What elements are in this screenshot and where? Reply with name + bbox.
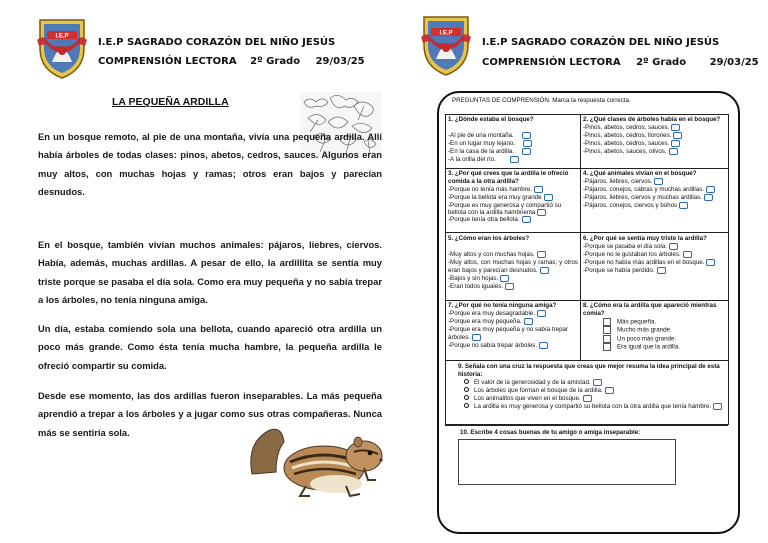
answer-option[interactable]: -Porque no sabía trepar árboles. — [448, 342, 578, 350]
answer-option[interactable]: -A la orilla del río. — [448, 156, 576, 164]
answer-checkbox[interactable] — [671, 124, 680, 131]
question-10: 10. Escribe 4 cosas buenas de tu amigo o amiga inseparable: — [460, 429, 641, 436]
question-text: 1. ¿Dónde estaba el bosque? — [448, 116, 534, 123]
date: 29/03/25 — [315, 56, 365, 67]
question-2 — [583, 116, 723, 156]
answer-checkbox[interactable] — [544, 194, 553, 201]
answer-option[interactable]: -Porque era muy pequeña. — [448, 318, 578, 326]
answer-option[interactable]: Un poco más grande. — [583, 335, 723, 344]
answer-checkbox[interactable] — [537, 209, 546, 216]
answer-option[interactable]: -Porque no había más ardillas en el bosque. — [583, 259, 723, 267]
grid-divider — [580, 114, 581, 361]
course-name: COMPRENSIÓN LECTORA — [482, 57, 621, 68]
answer-checkbox[interactable] — [603, 318, 611, 326]
question-text: 3. ¿Por qué crees que la ardilla le ofreció comida a la otra ardilla? — [448, 170, 569, 185]
grid-divider — [445, 168, 728, 169]
answer-checkbox[interactable] — [603, 326, 611, 334]
answer-option[interactable]: -Porque no le gustaban los árboles. — [583, 251, 723, 259]
answer-checkbox[interactable] — [669, 148, 678, 155]
answer-option[interactable]: -Porque era muy desagradable. — [448, 310, 578, 318]
answer-checkbox[interactable] — [540, 267, 549, 274]
answer-option[interactable]: -Porque no tenía más hambre. — [448, 186, 578, 194]
bullet-icon — [464, 395, 469, 400]
answer-option[interactable]: -Pájaros, conejos, cabras y muchas ardillas. — [583, 186, 723, 194]
answer-checkbox[interactable] — [713, 403, 722, 410]
story-paragraph: Desde ese momento, las dos ardillas fueron inseparables. La más pequeña aprendió a trepar a los árboles y a jugar como sus otras compañeras. Nunca más se sentiría sola. — [38, 390, 382, 438]
course-line — [482, 57, 759, 68]
question-4 — [583, 170, 723, 210]
answer-text-area[interactable] — [458, 439, 676, 485]
answer-checkbox[interactable] — [539, 342, 548, 349]
answer-checkbox[interactable] — [524, 318, 533, 325]
question-1 — [448, 116, 576, 164]
answer-checkbox[interactable] — [505, 283, 514, 290]
answer-checkbox[interactable] — [523, 140, 532, 147]
course-line — [98, 56, 365, 67]
answer-checkbox[interactable] — [522, 148, 531, 155]
story-title: LA PEQUEÑA ARDILLA — [112, 96, 229, 108]
answer-option[interactable]: -Porque es muy generosa y compartió su bellota con la ardilla hambrienta — [448, 201, 562, 217]
question-text: 7. ¿Por qué no tenía ninguna amiga? — [448, 302, 557, 309]
question-text: 2. ¿Qué clases de árboles había en el bosque? — [583, 116, 721, 123]
answer-option[interactable]: -Muy altos, con muchas hojas y ramas; y otros eran bajos y parecían desnudos. — [448, 258, 578, 274]
question-3 — [448, 170, 578, 224]
answer-checkbox[interactable] — [683, 251, 692, 258]
answer-checkbox[interactable] — [603, 343, 611, 351]
school-crest-icon — [36, 18, 88, 80]
answer-option[interactable]: -Porque la bellota era muy grande — [448, 194, 578, 202]
answer-checkbox[interactable] — [706, 259, 715, 266]
answer-option[interactable]: -Eran todos iguales. — [448, 283, 578, 291]
answer-checkbox[interactable] — [679, 202, 688, 209]
answer-checkbox[interactable] — [522, 132, 531, 139]
question-text: 5. ¿Cómo eran los árboles? — [448, 235, 530, 242]
answer-option[interactable]: -Pinos, abetos, sauces, olivos. — [583, 148, 723, 156]
course-name: COMPRENSIÓN LECTORA — [98, 56, 237, 67]
chipmunk-image — [246, 422, 392, 502]
answer-checkbox[interactable] — [704, 194, 713, 201]
question-text: 8. ¿Cómo era la ardilla que apareció mientras comía? — [583, 302, 717, 317]
answer-checkbox[interactable] — [500, 275, 509, 282]
svg-text:I.E.P: I.E.P — [55, 33, 69, 40]
answer-checkbox[interactable] — [534, 186, 543, 193]
answer-option[interactable]: -Porque se había perdido. — [583, 267, 723, 275]
answer-option[interactable]: -Al pie de una montaña. — [448, 132, 576, 140]
svg-text:I.E.P: I.E.P — [439, 30, 453, 37]
grade: 2º Grado — [250, 56, 301, 67]
question-text: 6. ¿Por qué se sentía muy triste la ardilla? — [583, 235, 707, 242]
question-text: 4. ¿Qué animales vivían en el bosque? — [583, 170, 697, 177]
bullet-icon — [464, 387, 469, 392]
story-paragraph: En el bosque, también vivían muchos animales: pájaros, liebres, ciervos. Había, además, muchas ardillas. A pesar de ello, la ardillita se sentía muy triste porque se pasaba el día sola. Como era muy pequeña y no sabía trepar a los árboles, no tenía ninguna amiga. — [38, 239, 382, 305]
school-name: I.E.P SAGRADO CORAZÓN DEL NIÑO JESÚS — [482, 37, 720, 48]
date: 29/03/25 — [709, 57, 759, 68]
answer-option[interactable]: -Muy altos y con muchas hojas. — [448, 251, 578, 259]
question-5 — [448, 235, 578, 291]
answer-option[interactable]: -Pinos, abetos, cedros, sauces. — [583, 124, 723, 132]
answer-checkbox[interactable] — [510, 156, 519, 163]
question-6 — [583, 235, 723, 275]
story-paragraph: En un bosque remoto, al pie de una montaña, vivía una pequeña ardilla. Allí había árboles de todas clases: pinos, abetos, cedros, sauces. Algunos eran muy altos, con muchas hojas y ramas; otros eran bajos y parecían desnudos. — [38, 131, 382, 197]
answer-option[interactable]: Mucho más grande. — [583, 326, 723, 335]
answer-checkbox[interactable] — [654, 178, 663, 185]
question-9 — [452, 363, 722, 411]
answer-option[interactable]: El valor de la generosidad y de la amistad. — [452, 379, 722, 387]
answer-checkbox[interactable] — [706, 186, 715, 193]
answer-checkbox[interactable] — [669, 243, 678, 250]
worksheet-intro: PREGUNTAS DE COMPRENSIÓN. Marca la respuesta correcta. — [452, 97, 631, 104]
answer-option[interactable]: -Pinos, abetos, cedros, sauces. — [583, 140, 723, 148]
answer-option[interactable]: -Porque se pasaba el día sola. — [583, 243, 723, 251]
grid-divider — [445, 300, 728, 301]
answer-option[interactable]: -Porque era muy pequeña y no sabía trepar árboles. — [448, 326, 569, 342]
answer-option[interactable]: Era igual que la ardilla. — [583, 343, 723, 352]
answer-checkbox[interactable] — [522, 216, 531, 223]
grid-divider — [445, 425, 728, 426]
answer-checkbox[interactable] — [603, 335, 611, 343]
school-name: I.E.P SAGRADO CORAZÓN DEL NIÑO JESÚS — [98, 37, 336, 48]
answer-option[interactable]: -En la casa de la ardilla. — [448, 148, 576, 156]
answer-checkbox[interactable] — [537, 251, 546, 258]
answer-option[interactable]: Los árboles que forman el bosque de la ardilla. — [452, 387, 722, 395]
answer-option[interactable]: -Pájaros, liebres, ciervos y muchas ardillas. — [583, 194, 723, 202]
answer-checkbox[interactable] — [671, 140, 680, 147]
answer-option[interactable]: Más pequeña. — [583, 318, 723, 327]
grid-divider — [445, 360, 728, 361]
grade: 2º Grado — [636, 57, 687, 68]
answer-checkbox[interactable] — [537, 310, 546, 317]
story-paragraph: Un día, estaba comiendo sola una bellota, cuando apareció otra ardilla un poco más grande. Como ésta tenía mucha hambre, la pequeña ardilla le ofreció compartir su comida. — [38, 323, 382, 371]
answer-checkbox[interactable] — [593, 379, 602, 386]
answer-checkbox[interactable] — [583, 395, 592, 402]
grid-divider — [445, 232, 728, 233]
answer-option[interactable]: -Pájaros, liebres, ciervos. — [583, 178, 723, 186]
answer-option[interactable]: -Pájaros, conejos, ciervos y búhos — [583, 202, 723, 210]
question-7 — [448, 302, 578, 350]
answer-option[interactable]: -Porque tenía otra bellota. — [448, 216, 578, 224]
answer-checkbox[interactable] — [605, 387, 614, 394]
question-8 — [583, 302, 723, 352]
answer-option[interactable]: -En un lugar muy lejano. — [448, 140, 576, 148]
bullet-icon — [464, 379, 469, 384]
school-crest-icon — [420, 15, 472, 77]
answer-checkbox[interactable] — [472, 334, 481, 341]
answer-option[interactable]: Los animalitos que viven en el bosque. — [452, 395, 722, 403]
answer-checkbox[interactable] — [673, 132, 682, 139]
question-text: 9. Señala con una cruz la respuesta que creas que mejor resuma la idea principal de esta historia: — [458, 363, 720, 378]
bullet-icon — [464, 403, 469, 408]
answer-option[interactable]: La ardilla es muy generosa y compartió su bellota con la otra ardilla que tenía hambre. — [452, 403, 722, 411]
answer-checkbox[interactable] — [657, 267, 666, 274]
answer-option[interactable]: -Bajos y sin hojas. — [448, 275, 578, 283]
answer-option[interactable]: -Pinos, abetos, cedros, llorones. — [583, 132, 723, 140]
